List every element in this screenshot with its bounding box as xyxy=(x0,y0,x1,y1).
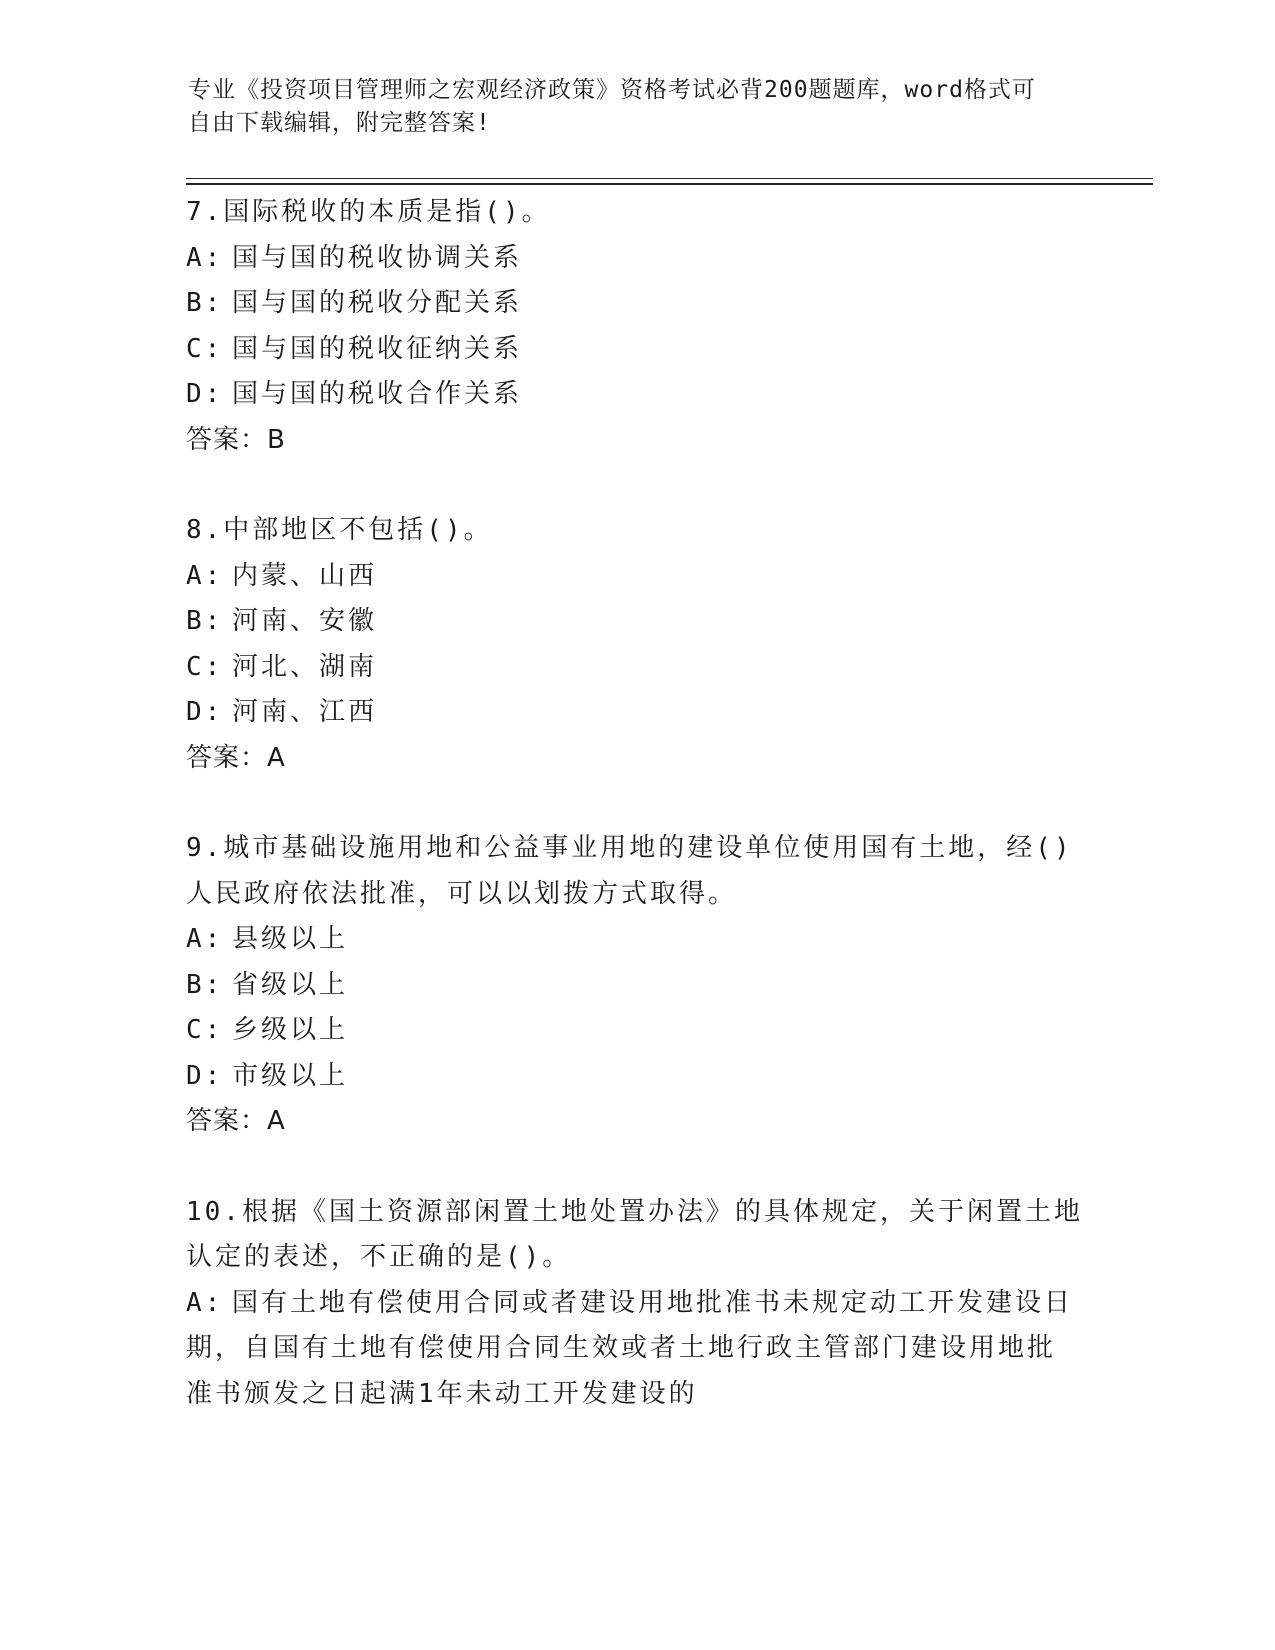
option-label: B: xyxy=(186,288,224,318)
question-7 xyxy=(186,190,1086,463)
option-label: B: xyxy=(186,969,224,1000)
header-line-2: 自由下载编辑，附完整答案! xyxy=(188,110,491,136)
option-label: D: xyxy=(186,1060,224,1091)
option-text: 市级以上 xyxy=(232,1060,349,1091)
option-a-line-1 xyxy=(186,1281,1086,1327)
header-line-1: 专业《投资项目管理师之宏观经济政策》资格考试必背200题题库，word格式可 xyxy=(188,77,1036,103)
option-text: 乡级以上 xyxy=(232,1015,349,1045)
option-label: D: xyxy=(186,379,224,409)
option-text: 县级以上 xyxy=(232,924,349,954)
option-text: 国与国的税收合作关系 xyxy=(232,379,523,409)
option-a xyxy=(186,917,1086,963)
option-d xyxy=(186,1054,1086,1100)
option-d xyxy=(186,372,1086,418)
question-stem-line-1: 9.城市基础设施用地和公益事业用地的建设单位使用国有土地，经() xyxy=(186,833,1073,863)
option-b xyxy=(186,599,1086,645)
option-text: 河南、江西 xyxy=(232,697,378,727)
option-text: 省级以上 xyxy=(232,969,349,1000)
option-a xyxy=(186,554,1086,600)
option-text: 国与国的税收协调关系 xyxy=(232,242,523,273)
option-d xyxy=(186,690,1086,736)
option-c xyxy=(186,1008,1086,1054)
question-9 xyxy=(186,826,1086,1145)
question-8 xyxy=(186,508,1086,781)
option-label: C: xyxy=(186,1015,224,1045)
option-text: 河南、安徽 xyxy=(232,606,378,636)
option-label: A: xyxy=(186,924,224,954)
answer-line: 答案：A xyxy=(186,1106,286,1136)
option-c xyxy=(186,327,1086,373)
answer-line: 答案：A xyxy=(186,742,286,773)
header-divider-thick xyxy=(186,183,1153,185)
option-label: A: xyxy=(186,242,224,273)
question-stem-line-2: 认定的表述，不正确的是()。 xyxy=(186,1242,572,1272)
option-text: 内蒙、山西 xyxy=(232,560,378,591)
header-divider-thin xyxy=(186,178,1153,179)
answer-line: 答案：B xyxy=(186,424,286,455)
option-text: 国与国的税收征纳关系 xyxy=(232,333,523,364)
option-label: B: xyxy=(186,606,224,636)
question-stem-line-1: 10.根据《国土资源部闲置土地处置办法》的具体规定，关于闲置土地 xyxy=(186,1196,1083,1227)
document-header xyxy=(188,74,1068,140)
option-a xyxy=(186,236,1086,282)
question-list xyxy=(186,190,1086,1462)
question-stem: 8.中部地区不包括()。 xyxy=(186,515,493,545)
option-label: C: xyxy=(186,333,224,364)
option-b xyxy=(186,281,1086,327)
option-label: A: xyxy=(186,1287,224,1318)
option-label: C: xyxy=(186,651,224,682)
option-a-line-2: 期，自国有土地有偿使用合同生效或者土地行政主管部门建设用地批 xyxy=(186,1333,1057,1363)
question-10 xyxy=(186,1190,1086,1418)
option-text: 国有土地有偿使用合同或者建设用地批准书未规定动工开发建设日 xyxy=(232,1287,1074,1318)
option-c xyxy=(186,645,1086,691)
option-a-line-3: 准书颁发之日起满1年未动工开发建设的 xyxy=(186,1378,698,1409)
option-b xyxy=(186,963,1086,1009)
option-text: 河北、湖南 xyxy=(232,651,378,682)
question-stem: 7.国际税收的本质是指()。 xyxy=(186,197,551,227)
option-text: 国与国的税收分配关系 xyxy=(232,288,523,318)
option-label: A: xyxy=(186,560,224,591)
option-label: D: xyxy=(186,697,224,727)
question-stem-line-2: 人民政府依法批准，可以以划拨方式取得。 xyxy=(186,878,738,909)
